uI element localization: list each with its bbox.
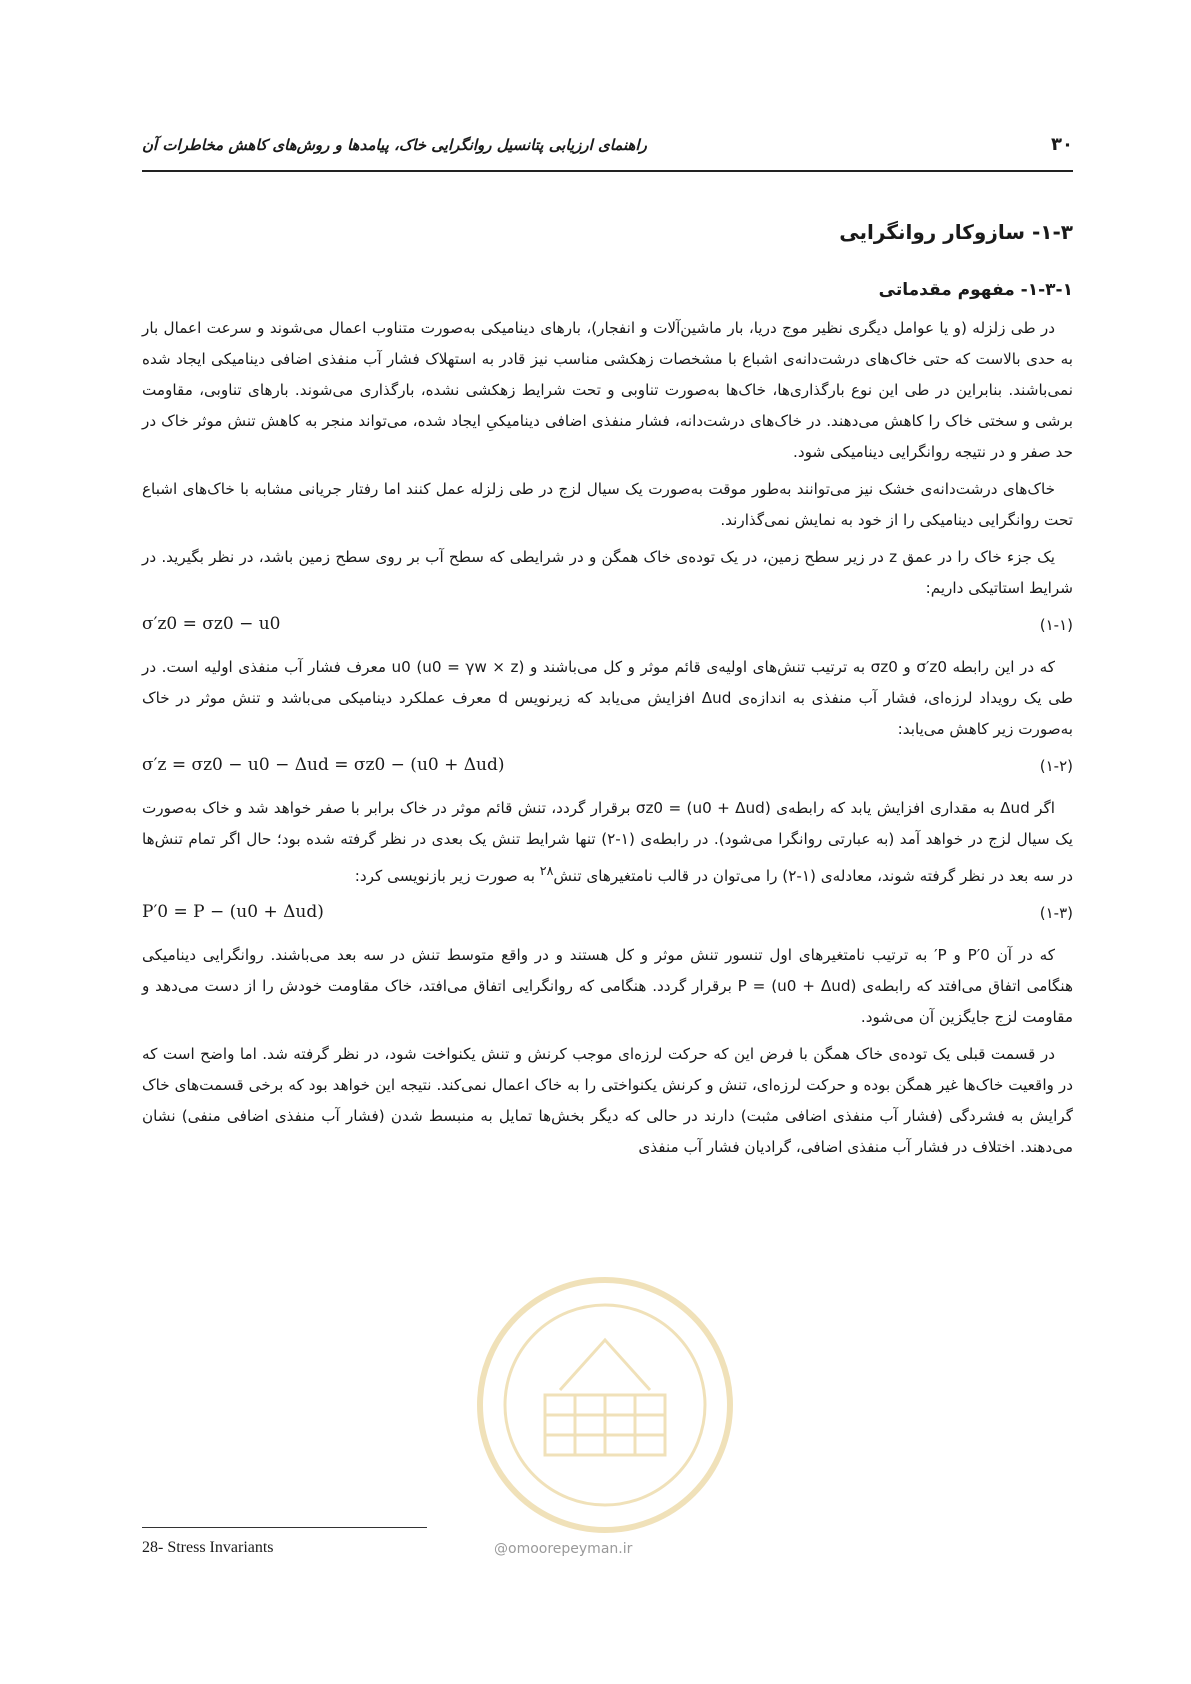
footnote: 28- Stress Invariants	[142, 1539, 274, 1556]
paragraph: در طی زلزله (و یا عوامل دیگری نظیر موج دریا، بار ماشین‌آلات و انفجار)، بارهای دینامیکی به‌صورت متناوب اعمال می‌شوند و سرعت اعمال بار به حدی بالاست که حتی خاک‌های درشت‌دانه‌ی اشباع با مشخصات زهکشی مناسب نیز قادر به استهلاک فشار آب منفذی اضافی دینامیکی ایجاد شده نمی‌باشند. بنابراین در طی این نوع بارگذاری‌ها، خاک‌ها به‌صورت تناوبی و تحت شرایط زهکشی نشده، بارگذاری می‌شوند. بارهای تناوبی، مقاومت برشی و سختی خاک را کاهش می‌دهند. در خاک‌های درشت‌دانه، فشار منفذی اضافی دینامیکیِ ایجاد شده، می‌تواند منجر به کاهش تنش موثر خاک در حد صفر و در نتیجه روانگرایی دینامیکی شود.	[142, 319, 1073, 461]
paragraph-text-continued: به صورت زیر بازنویسی کرد:	[354, 867, 535, 886]
equation-1-3	[142, 898, 1073, 932]
paragraph-text: اگر Δud به مقداری افزایش یابد که رابطه‌ی (u0 + Δud) = σz0 برقرار گردد، تنش قائم موثر در خاک برابر با صفر خواهد شد و خاک به‌صورت یک سیال لزج در خواهد آمد (به عبارتی روانگرا می‌شود). در رابطه‌ی (۱-۲) تنها شرایط تنش یک بعدی در نظر گرفته شده بود؛ حال اگر تمام تنش‌ها در سه بعد در نظر گرفته شوند، معادله‌ی (۱-۲) را می‌توان در قالب نامتغیرهای تنش	[142, 799, 1073, 886]
paragraph: یک جزء خاک را در عمق z در زیر سطح زمین، در یک توده‌ی خاک همگن و در شرایطی که سطح آب بر روی سطح زمین باشد، در نظر بگیرید. در شرایط استاتیکی داریم:	[142, 548, 1073, 597]
paragraph: در قسمت قبلی یک توده‌ی خاک همگن با فرض این که حرکت لرزه‌ای موجب کرنش و تنش یکنواخت شود، در نظر گرفته شد. اما واضح است که در واقعیت خاک‌ها غیر همگن بوده و حرکت لرزه‌ای، تنش و کرنش یکنواختی را به خاک اعمال نمی‌کند. نتیجه این خواهد بود که برخی قسمت‌های خاک گرایش به فشردگی (فشار آب منفذی اضافی مثبت) دارند در حالی که دیگر بخش‌ها تمایل به منبسط شدن (فشار آب منفذی اضافی منفی) نشان می‌دهند. اختلاف در فشار آب منفذی اضافی، گرادیان فشار آب منفذی	[142, 1045, 1073, 1157]
equation-number: (۱-۱)	[1039, 616, 1073, 634]
paragraph: که در آن P′0 و P′ به ترتیب نامتغیرهای اول تنسور تنش موثر و کل هستند و در واقع متوسط تنش در سه بعد می‌باشند. روانگرایی دینامیکی هنگامی اتفاق می‌افتد که رابطه‌ی (u0 + Δud) = P برقرار گردد. هنگامی که روانگرایی اتفاق می‌افتد، خاک مقاومت خودش را از دست می‌دهد و مقاومت لزج جایگزین آن می‌شود.	[142, 946, 1074, 1027]
subsection-title: ۱-۳-۱- مفهوم مقدماتی	[878, 280, 1073, 300]
footnote-rule	[142, 1527, 427, 1528]
equation-1-2	[142, 751, 1073, 785]
main-content	[142, 185, 1073, 1169]
equation-expression: σ′z0 = σz0 − u0	[142, 614, 281, 634]
equation-1-1	[142, 610, 1073, 644]
paragraph	[142, 793, 1073, 892]
watermark-text: @omoorepeyman.ir	[494, 1541, 633, 1557]
paragraph: که در این رابطه σ′z0 و σz0 به ترتیب تنش‌های اولیه‌ی قائم موثر و کل می‌باشند و u0 (u0 = γw × z) معرف فشار آب منفذی اولیه است. در طی یک رویداد لرزه‌ای، فشار آب منفذی به اندازه‌ی Δud افزایش می‌یابد که زیرنویس d معرف عملکرد دینامیکی می‌باشد و تنش موثر در خاک به‌صورت زیر کاهش می‌یابد:	[142, 658, 1073, 738]
watermark-seal-icon	[470, 1270, 740, 1540]
equation-number: (۱-۲)	[1039, 757, 1073, 775]
running-title: راهنمای ارزیابی پتانسیل روانگرایی خاک، پیامدها و روش‌های کاهش مخاطرات آن	[142, 136, 647, 154]
equation-expression: P′0 = P − (u0 + Δud)	[142, 902, 324, 923]
paragraph: خاک‌های درشت‌دانه‌ی خشک نیز می‌توانند به‌طور موقت به‌صورت یک سیال لزج در طی زلزله عمل کنند اما رفتار جریانی مشابه با خاک‌های اشباع تحت روانگرایی دینامیکی را از خود به نمایش نمی‌گذارند.	[142, 480, 1073, 529]
page-number: ۳۰	[1051, 134, 1073, 155]
header-rule	[142, 170, 1073, 172]
section-title: ۱-۳- سازوکار روانگرایی	[839, 220, 1073, 244]
equation-number: (۱-۳)	[1039, 904, 1073, 923]
equation-expression: σ′z = σz0 − u0 − Δud = σz0 − (u0 + Δud)	[142, 755, 505, 775]
running-header	[142, 132, 1073, 166]
footnote-marker: ۲۸	[539, 863, 554, 878]
